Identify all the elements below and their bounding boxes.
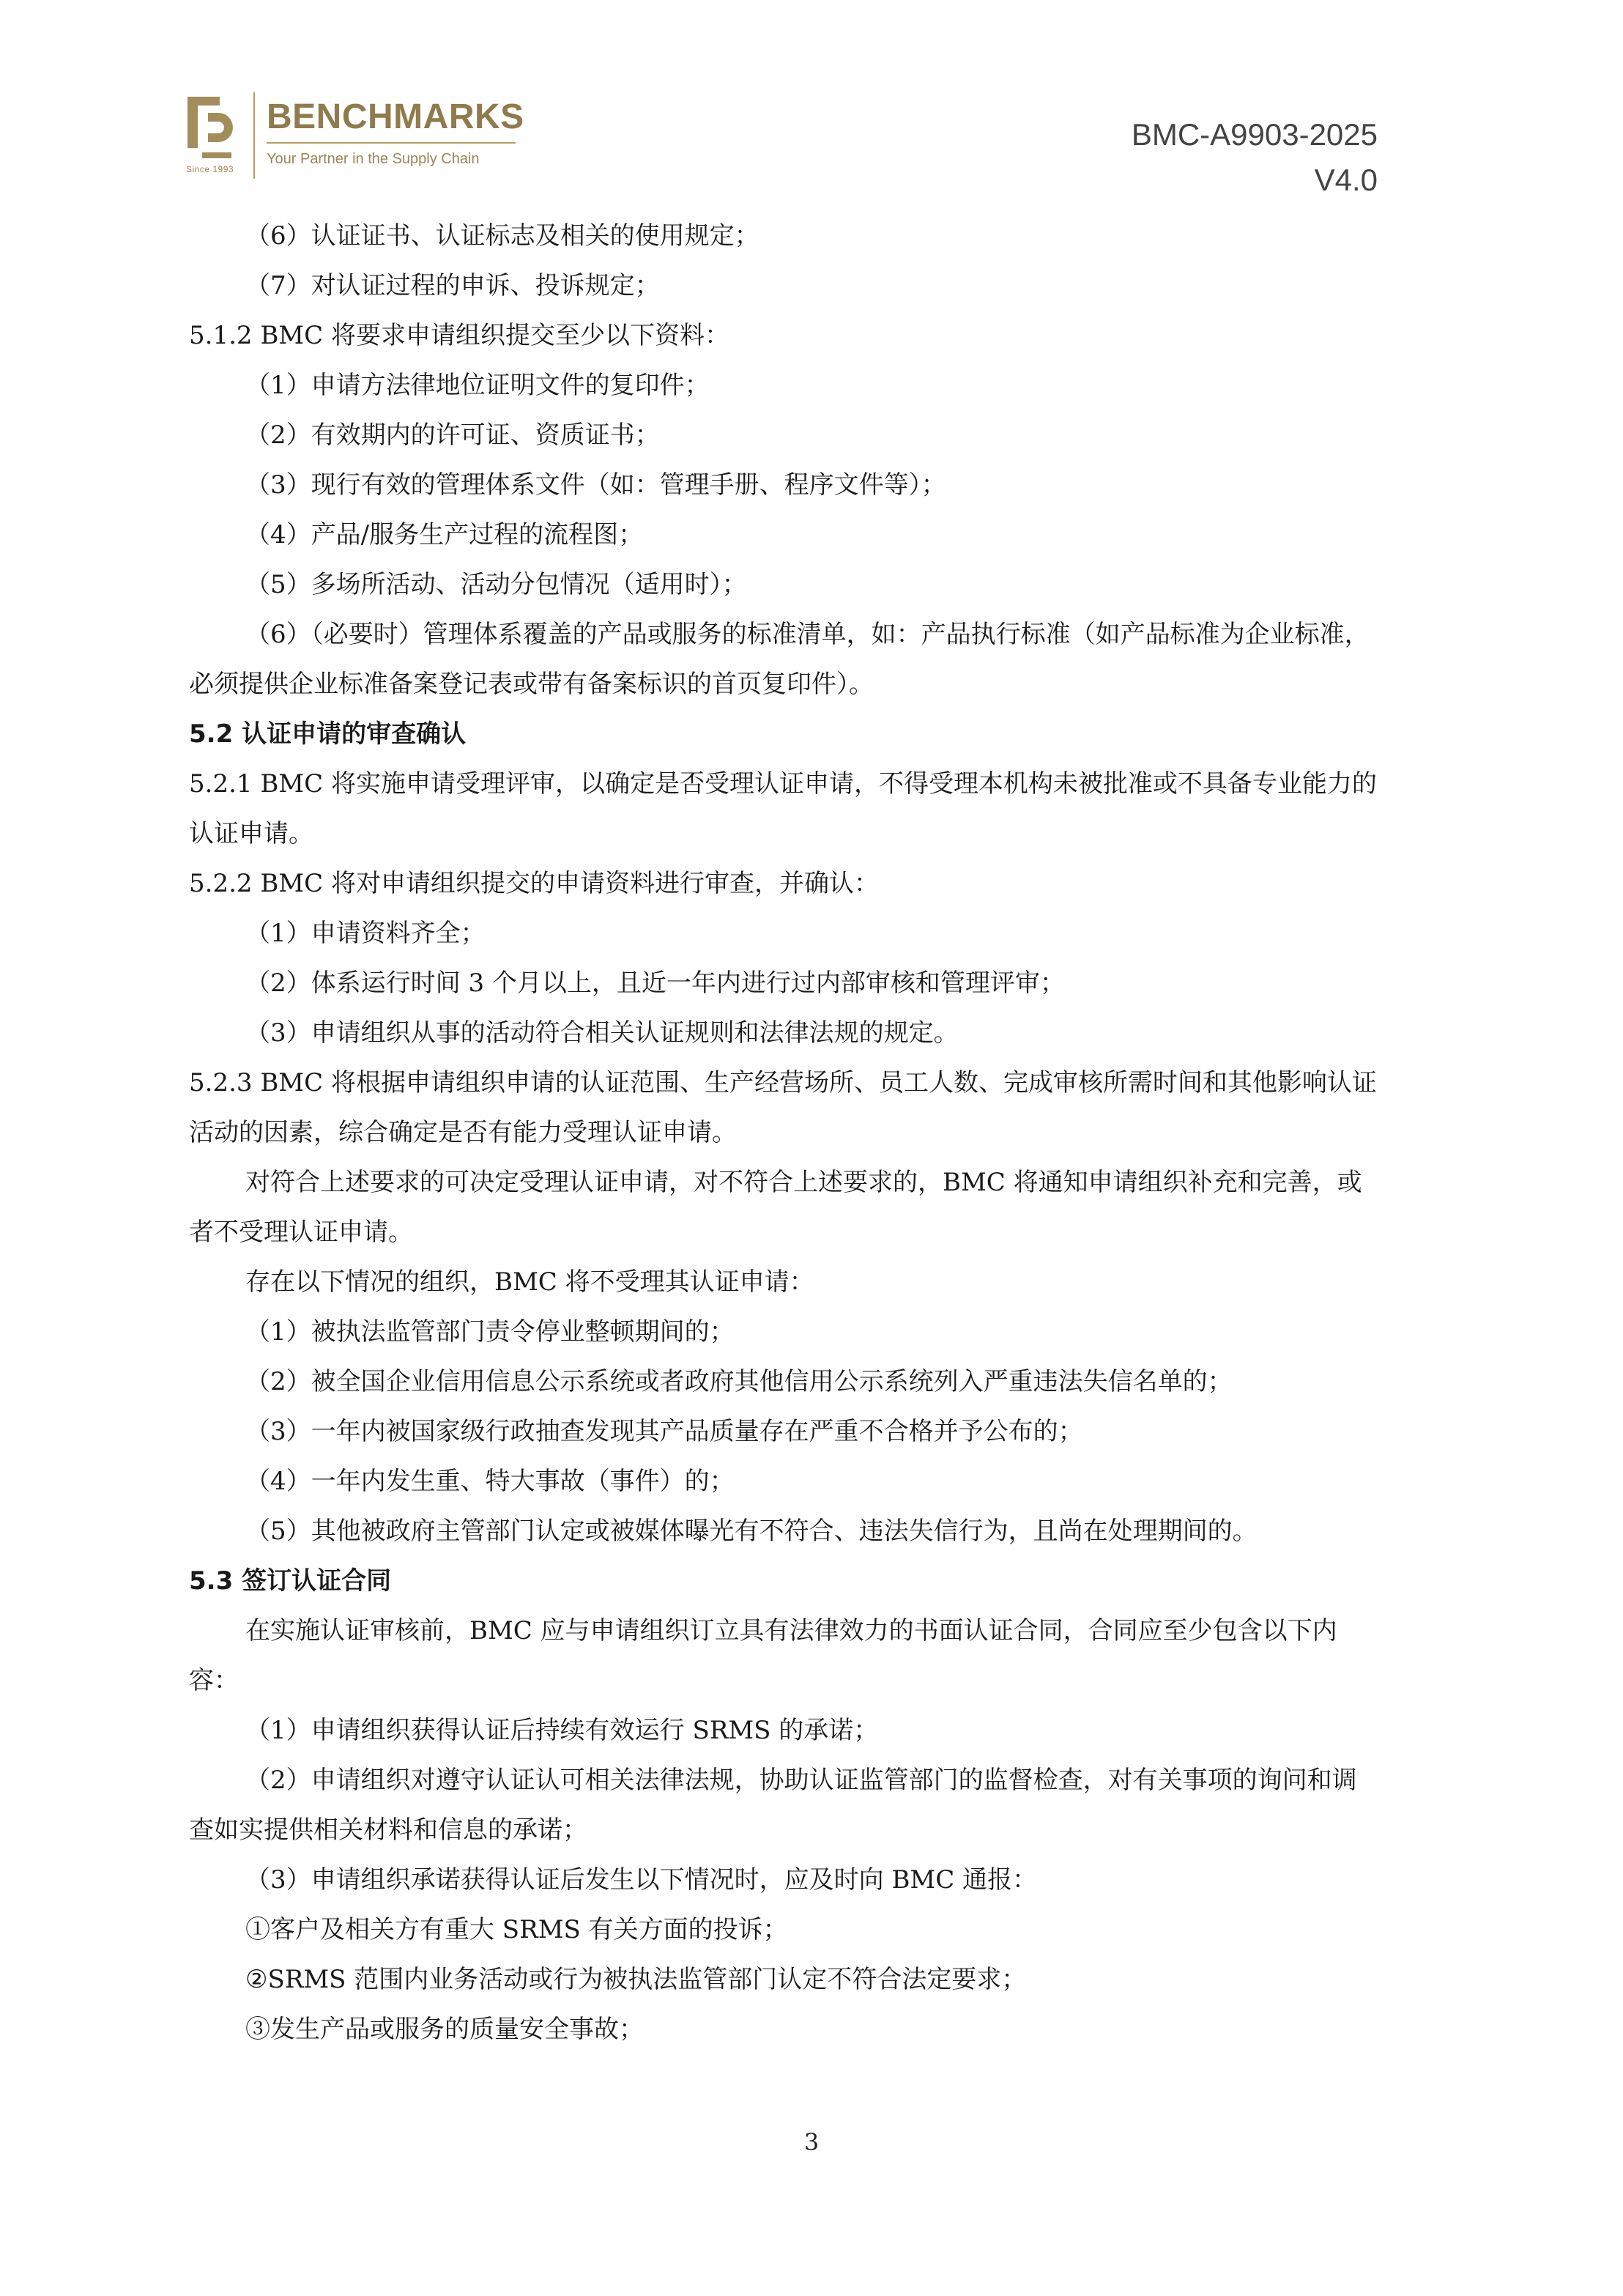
document-body	[189, 211, 1381, 2054]
document-version: V4.0	[1314, 163, 1378, 197]
page-number: 3	[803, 2128, 820, 2156]
sub-list-item: ③发生产品或服务的质量安全事故；	[245, 2015, 644, 2044]
list-item: （1）被执法监管部门责令停业整顿期间的；	[245, 1317, 735, 1347]
brand-tagline: Your Partner in the Supply Chain	[267, 151, 480, 167]
sub-list-item: ①客户及相关方有重大 SRMS 有关方面的投诉；	[245, 1915, 788, 1944]
section-heading-5-2: 5.2 认证申请的审查确认	[189, 719, 467, 749]
paragraph-line: （7）对认证过程的申诉、投诉规定；	[245, 271, 660, 300]
list-item: （5）多场所活动、活动分包情况（适用时）；	[245, 570, 747, 599]
clause-5-2-2: 5.2.2 BMC 将对申请组织提交的申请资料进行审查，并确认：	[189, 869, 879, 898]
list-item: （2）有效期内的许可证、资质证书；	[245, 421, 660, 450]
list-item: （3）申请组织承诺获得认证后发生以下情况时，应及时向 BMC 通报：	[245, 1865, 1038, 1895]
clause-5-2-3: 5.2.3 BMC 将根据申请组织申请的认证范围、生产经营场所、员工人数、完成审核所需时间和其他影响认证活动的因素，综合确定是否有能力受理认证申请。	[189, 1068, 1377, 1147]
list-item: （4）一年内发生重、特大事故（事件）的；	[245, 1467, 735, 1496]
paragraph: 对符合上述要求的可决定受理认证申请，对不符合上述要求的，BMC 将通知申请组织补充和完善，或者不受理认证申请。	[189, 1168, 1362, 1247]
since-year: Since 1993	[186, 164, 234, 174]
logo-divider	[253, 92, 255, 179]
list-item: （4）产品/服务生产过程的流程图；	[245, 520, 644, 549]
clause-5-2-1: 5.2.1 BMC 将实施申请受理评审，以确定是否受理认证申请，不得受理本机构未被批准或不具备专业能力的认证申请。	[189, 769, 1377, 848]
list-item: （5）其他被政府主管部门认定或被媒体曝光有不符合、违法失信行为，且尚在处理期间的。	[245, 1517, 1258, 1546]
list-item: （2）被全国企业信用信息公示系统或者政府其他信用公示系统列入严重违法失信名单的；	[245, 1367, 1233, 1396]
page-header	[0, 0, 1623, 198]
list-item: （1）申请组织获得认证后持续有效运行 SRMS 的承诺；	[245, 1716, 879, 1745]
list-item: （3）申请组织从事的活动符合相关认证规则和法律法规的规定。	[245, 1018, 959, 1048]
list-item: （6）（必要时）管理体系覆盖的产品或服务的标准清单，如：产品执行标准（如产品标准为企业标准，必须提供企业标准备案登记表或带有备案标识的首页复印件）。	[189, 620, 1370, 699]
list-item: （2）申请组织对遵守认证认可相关法律法规，协助认证监管部门的监督检查，对有关事项的询问和调查如实提供相关材料和信息的承诺；	[189, 1766, 1357, 1845]
list-item: （3）现行有效的管理体系文件（如：管理手册、程序文件等）；	[245, 470, 946, 500]
clause-5-1-2: 5.1.2 BMC 将要求申请组织提交至少以下资料：	[189, 321, 729, 350]
section-heading-5-3: 5.3 签订认证合同	[189, 1566, 392, 1596]
bm-logo-mark-icon	[186, 94, 239, 161]
benchmarks-logo	[186, 91, 530, 179]
list-item: （2）体系运行时间 3 个月以上，且近一年内进行过内部审核和管理评审；	[245, 969, 1065, 998]
brand-rule	[267, 142, 516, 144]
paragraph: 存在以下情况的组织，BMC 将不受理其认证申请：	[245, 1267, 814, 1297]
paragraph: 在实施认证审核前，BMC 应与申请组织订立具有法律效力的书面认证合同，合同应至少包含以下内容：	[189, 1616, 1337, 1695]
list-item: （1）申请方法律地位证明文件的复印件；	[245, 371, 710, 400]
list-item: （3）一年内被国家级行政抽查发现其产品质量存在严重不合格并予公布的；	[245, 1417, 1083, 1446]
sub-list-item: ②SRMS 范围内业务活动或行为被执法监管部门认定不符合法定要求；	[245, 1965, 1027, 1994]
brand-name: BENCHMARKS	[267, 97, 524, 136]
paragraph-line: （6）认证证书、认证标志及相关的使用规定；	[245, 221, 759, 251]
document-code: BMC-A9903-2025	[1131, 117, 1378, 152]
list-item: （1）申请资料齐全；	[245, 919, 486, 948]
